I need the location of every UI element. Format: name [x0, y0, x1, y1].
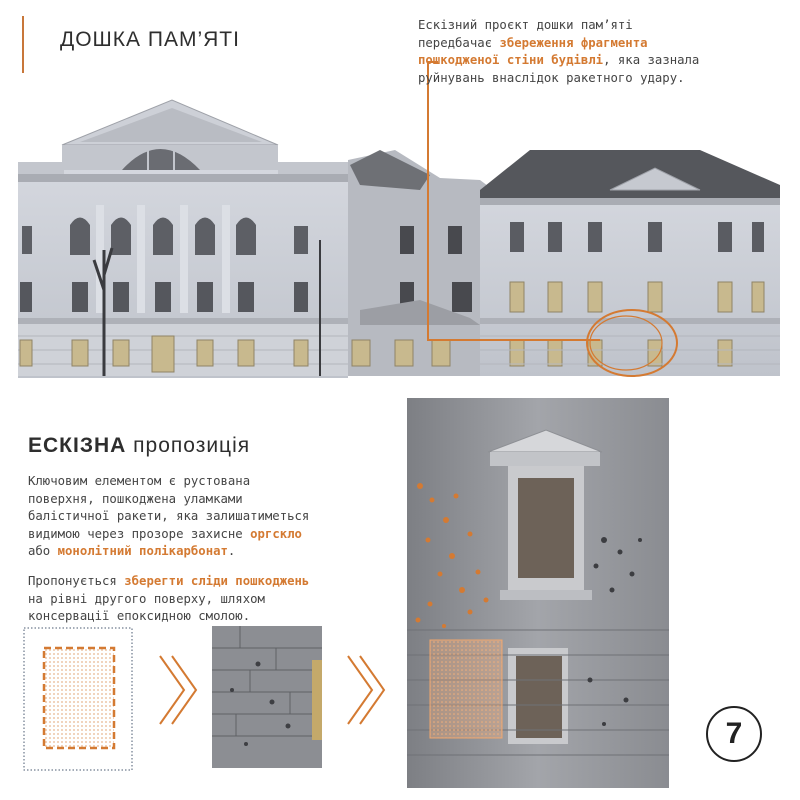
title-accent-bar: [22, 16, 24, 73]
intro-text-end: , яка зазнала руйнувань внаслідок ракетного удару.: [418, 53, 700, 85]
intro-text-start: Ескізний проєкт дошки пам’яті передбачає: [418, 18, 633, 50]
p2-text-b: на рівні другого поверху, шляхом консервації епоксидною смолою.: [28, 591, 265, 623]
intro-text: [418, 17, 708, 87]
p1-text-b: або: [28, 544, 58, 558]
section-title: [28, 434, 250, 458]
p2-text-a: Пропонується: [28, 574, 125, 588]
paragraph-surface: [28, 473, 318, 561]
chevron-right-icon: [348, 656, 384, 724]
intro-highlight: збереження фрагмента пошкодженої стіни будівлі: [418, 35, 648, 67]
p2-highlight: зберегти сліди пошкоджень: [124, 574, 310, 588]
p1-highlight-polycarbonate: монолітний полікарбонат: [57, 544, 228, 558]
p1-text-a: Ключовим елементом є рустована поверхня, пошкоджена уламками балістичної ракети, яка залишатиметься видимою через прозоре захисне: [28, 474, 310, 541]
building-facade: [18, 100, 780, 378]
detail-photo: [407, 398, 669, 788]
page-title: ДОШКА ПАМ’ЯТІ: [60, 28, 240, 51]
section-title-rest: пропозиція: [126, 434, 251, 457]
page-number: 7: [706, 706, 762, 762]
p1-text-c: .: [227, 544, 236, 558]
chevron-right-icon: [160, 656, 196, 724]
section-title-bold: ЕСКІЗНА: [28, 434, 127, 457]
paragraph-conservation: [28, 573, 318, 626]
sequence-sketch: [24, 626, 322, 770]
p1-highlight-plexiglass: оргскло: [250, 526, 302, 541]
